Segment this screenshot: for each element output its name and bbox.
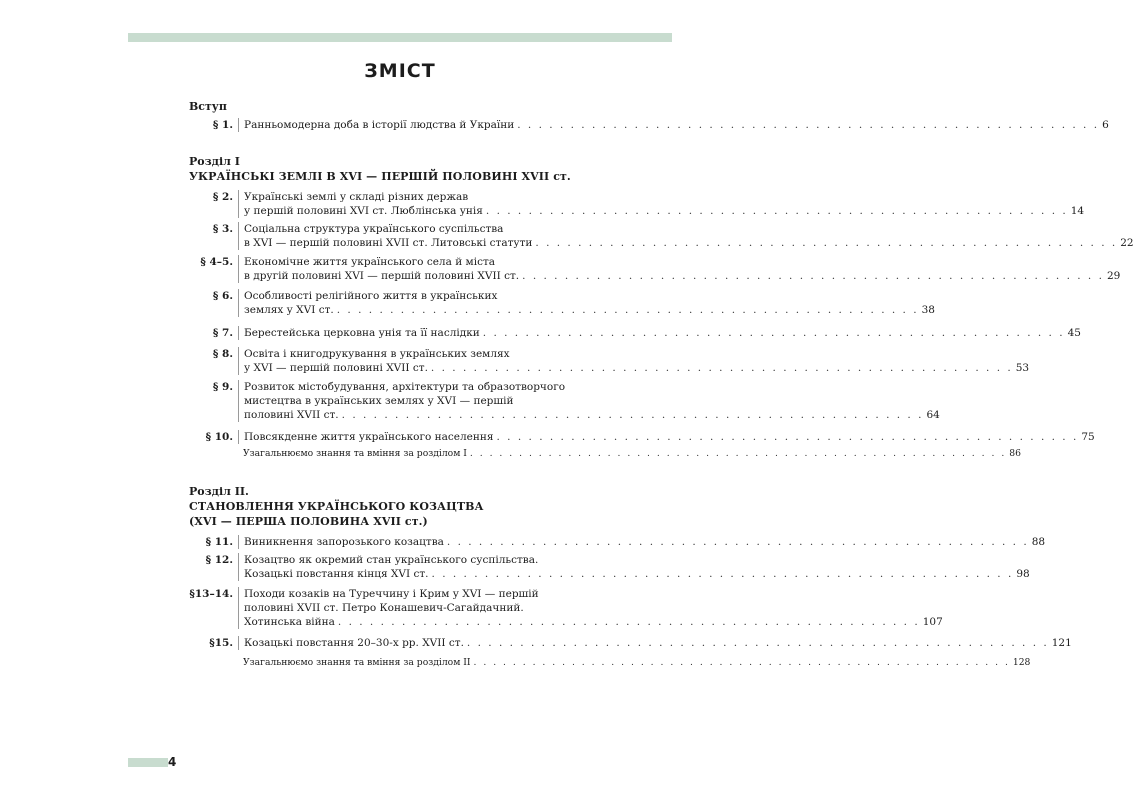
toc-entry-body (238, 447, 1021, 461)
toc-entry-page: 22 (1120, 237, 1134, 249)
toc-entry[interactable] (189, 447, 1021, 461)
toc-entry-page: 88 (1031, 536, 1046, 548)
toc-entry-body (238, 636, 1072, 650)
toc-entry-line: половині XVII ст. Петро Конашевич-Сагайдачний. (244, 602, 524, 614)
toc-entry-number: § 9. (212, 381, 233, 393)
dot-leader: . . . . . . . . . . . . . . . . . . . . . . . . . . . . . . . . . . . . . . . . . . . . . . . . . . . . . . . (496, 431, 1079, 443)
section-2-label: Розділ ІІ. (189, 485, 249, 498)
toc-entry-line: Українські землі у складі різних держав (244, 191, 469, 203)
dot-leader: . . . . . . . . . . . . . . . . . . . . . . . . . . . . . . . . . . . . . . . . . . . . . . . . . . . . . . . (446, 536, 1029, 548)
toc-entry[interactable] (189, 255, 1121, 283)
toc-entry-page: 29 (1106, 270, 1121, 282)
toc-entry-body (238, 326, 1081, 340)
toc-entry-line: у першій половині XVI ст. Люблінська унія (244, 205, 483, 217)
toc-entry-number: § 12. (205, 554, 233, 566)
toc-entry-number: § 7. (212, 327, 233, 339)
toc-entry[interactable] (189, 190, 1085, 218)
toc-entry-page: 38 (921, 304, 935, 316)
toc-entry-line: Ранньомодерна доба в історії людства й України (244, 119, 515, 131)
toc-entry-body (238, 347, 1030, 375)
toc-entry[interactable] (189, 636, 1072, 650)
dot-leader: . . . . . . . . . . . . . . . . . . . . . . . . . . . . . . . . . . . . . . . . . . . . . . . . . . . . . . . (466, 637, 1049, 649)
toc-entry-body (238, 190, 1085, 218)
section-1-title (189, 169, 571, 184)
toc-entry-line: в XVI — першій половині XVII ст. Литовські статути (244, 237, 533, 249)
dot-leader: . . . . . . . . . . . . . . . . . . . . . . . . . . . . . . . . . . . . . . . . . . . . . . . . . . . . . . . (341, 409, 924, 421)
toc-entry[interactable] (189, 587, 943, 629)
toc-entry-line: Узагальнюємо знання та вміння за розділом ІІ (243, 657, 471, 668)
toc-entry-body (238, 535, 1046, 549)
toc-entry-line: Освіта і книгодрукування в українських землях (244, 348, 510, 360)
toc-entry-line: Козацтво як окремий стан українського суспільства. (244, 554, 539, 566)
toc-entry-number: § 4–5. (200, 256, 233, 268)
top-decorative-bar (128, 33, 672, 42)
toc-entry-line: Козацькі повстання 20–30-х рр. XVII ст. (244, 637, 464, 649)
toc-entry-line: мистецтва в українських землях у XVI — першій (244, 395, 514, 407)
toc-entry-body (238, 553, 1030, 581)
dot-leader: . . . . . . . . . . . . . . . . . . . . . . . . . . . . . . . . . . . . . . . . . . . . . . . . . . . . . . . (522, 270, 1104, 282)
toc-entry-page: 53 (1015, 362, 1030, 374)
toc-entry-page: 75 (1081, 431, 1095, 443)
section-2-title-line: (XVI — ПЕРША ПОЛОВИНА XVII ст.) (189, 515, 428, 528)
intro-label: Вступ (189, 100, 227, 113)
toc-entry-page: 128 (1012, 657, 1031, 668)
section-1-label: Розділ І (189, 155, 240, 168)
dot-leader: . . . . . . . . . . . . . . . . . . . . . . . . . . . . . . . . . . . . . . . . . . . . . . . . . . . . . . . (431, 568, 1014, 580)
toc-entry-line: Походи козаків на Туреччину і Крим у XVI — першій (244, 588, 539, 600)
section-2-title-line: СТАНОВЛЕННЯ УКРАЇНСЬКОГО КОЗАЦТВА (189, 500, 484, 513)
toc-entry-body (238, 289, 935, 317)
section-2-title (189, 499, 484, 529)
toc-entry-line: Особливості релігійного життя в українських (244, 290, 498, 302)
toc-entry-line: Узагальнюємо знання та вміння за розділом І (243, 448, 467, 459)
toc-entry-number: § 6. (212, 290, 233, 302)
toc-entry-body (238, 430, 1095, 444)
dot-leader: . . . . . . . . . . . . . . . . . . . . . . . . . . . . . . . . . . . . . . . . . . . . . . . . . . . . . . . (517, 119, 1100, 131)
toc-entry-line: Повсякденне життя українського населення (244, 431, 494, 443)
toc-entry[interactable] (189, 118, 1109, 132)
toc-entry-page: 6 (1102, 119, 1109, 131)
page-title: ЗМІСТ (364, 60, 436, 82)
dot-leader: . . . . . . . . . . . . . . . . . . . . . . . . . . . . . . . . . . . . . . . . . . . . . . . . . . . . . . . (337, 616, 920, 628)
toc-entry-line: Берестейська церковна унія та її наслідки (244, 327, 480, 339)
toc-entry-page: 98 (1016, 568, 1030, 580)
toc-entry-line: Соціальна структура українського суспільства (244, 223, 504, 235)
toc-entry-body (238, 380, 940, 422)
bottom-decorative-bar (128, 758, 168, 767)
toc-entry-number: § 1. (212, 119, 233, 131)
toc-entry-body (238, 587, 943, 629)
toc-entry-number: § 3. (212, 223, 233, 235)
dot-leader: . . . . . . . . . . . . . . . . . . . . . . . . . . . . . . . . . . . . . . . . . . . . . . . . . . . . . . . (482, 327, 1065, 339)
dot-leader: . . . . . . . . . . . . . . . . . . . . . . . . . . . . . . . . . . . . . . . . . . . . . . . . . . . . . . . (473, 657, 1010, 668)
toc-entry[interactable] (189, 656, 1031, 670)
toc-entry-body (238, 656, 1031, 670)
toc-entry-line: Козацькі повстання кінця XVI ст. (244, 568, 429, 580)
toc-entry-page: 45 (1067, 327, 1081, 339)
dot-leader: . . . . . . . . . . . . . . . . . . . . . . . . . . . . . . . . . . . . . . . . . . . . . . . . . . . . . . . (469, 448, 1007, 459)
section-1-title-line: УКРАЇНСЬКІ ЗЕМЛІ В XVI — ПЕРШІЙ ПОЛОВИНІ XVII ст. (189, 170, 571, 183)
toc-entry[interactable] (189, 430, 1095, 444)
toc-entry-line: Розвиток містобудування, архітектури та образотворчого (244, 381, 566, 393)
dot-leader: . . . . . . . . . . . . . . . . . . . . . . . . . . . . . . . . . . . . . . . . . . . . . . . . . . . . . . . (485, 205, 1068, 217)
toc-entry-body (238, 118, 1109, 132)
dot-leader: . . . . . . . . . . . . . . . . . . . . . . . . . . . . . . . . . . . . . . . . . . . . . . . . . . . . . . . (535, 237, 1118, 249)
toc-entry-line: Економічне життя українського села й міста (244, 256, 496, 268)
toc-entry-body (238, 222, 1134, 250)
toc-entry-line: Хотинська війна (244, 616, 335, 628)
toc-entry-number: § 2. (212, 191, 233, 203)
toc-entry[interactable] (189, 347, 1030, 375)
toc-entry-line: Виникнення запорозького козацтва (244, 536, 444, 548)
toc-entry[interactable] (189, 553, 1030, 581)
toc-entry-number: §13–14. (189, 588, 233, 600)
toc-entry-number: § 11. (205, 536, 233, 548)
page-number: 4 (168, 755, 177, 769)
toc-entry-line: землях у XVI ст. (244, 304, 334, 316)
toc-entry-line: половині XVII ст. (244, 409, 339, 421)
toc-entry[interactable] (189, 222, 1134, 250)
toc-entry[interactable] (189, 380, 940, 422)
toc-entry-page: 64 (926, 409, 940, 421)
toc-entry-page: 121 (1051, 637, 1072, 649)
toc-entry-body (238, 255, 1121, 283)
toc-entry-number: § 8. (212, 348, 233, 360)
dot-leader: . . . . . . . . . . . . . . . . . . . . . . . . . . . . . . . . . . . . . . . . . . . . . . . . . . . . . . . (430, 362, 1013, 374)
toc-entry[interactable] (189, 326, 1081, 340)
toc-entry-page: 86 (1009, 448, 1021, 459)
toc-entry-line: в другій половині XVI — першій половині XVII ст. (244, 270, 520, 282)
toc-entry[interactable] (189, 535, 1046, 549)
toc-entry-number: § 10. (205, 431, 233, 443)
toc-entry-number: §15. (209, 637, 233, 649)
dot-leader: . . . . . . . . . . . . . . . . . . . . . . . . . . . . . . . . . . . . . . . . . . . . . . . . . . . . . . . (336, 304, 919, 316)
toc-entry-line: у XVI — першій половині XVII ст. (244, 362, 428, 374)
toc-entry-page: 14 (1070, 205, 1085, 217)
toc-entry-page: 107 (922, 616, 943, 628)
toc-entry[interactable] (189, 289, 935, 317)
